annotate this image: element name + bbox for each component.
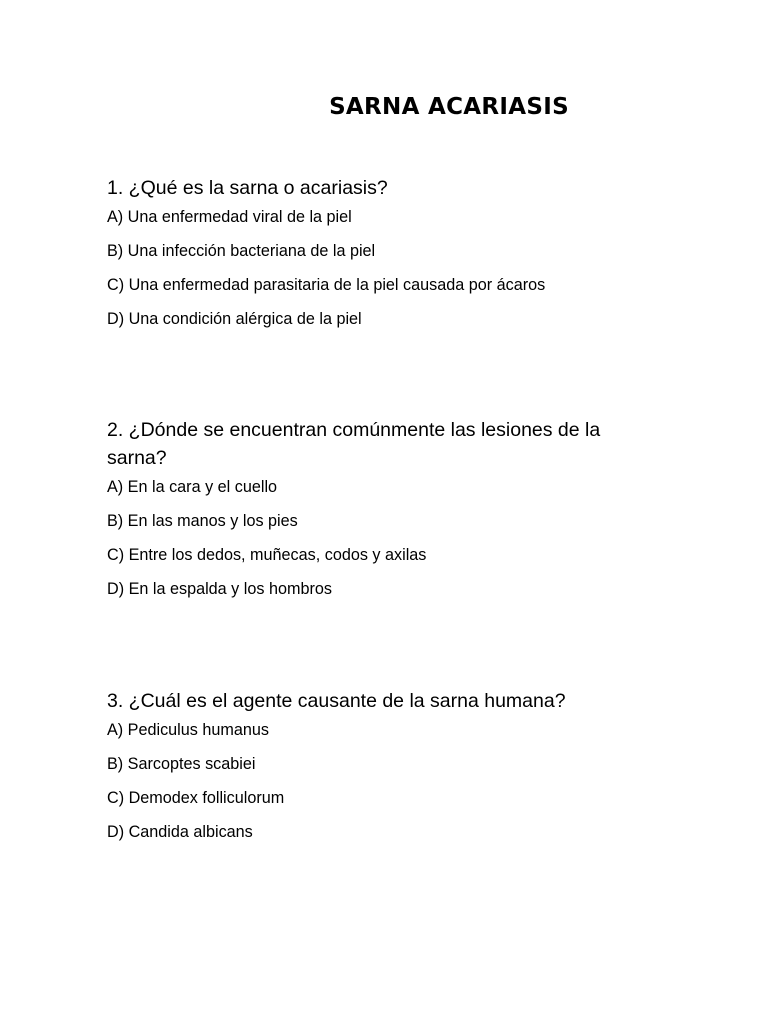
question-2-text: 2. ¿Dónde se encuentran comúnmente las lesiones de la sarna? [107, 419, 601, 469]
question-1-option-c: C) Una enfermedad parasitaria de la piel causada por ácaros [107, 276, 546, 294]
question-3 [107, 687, 647, 856]
question-3-option-c: C) Demodex folliculorum [107, 789, 285, 807]
question-3-option-b: B) Sarcoptes scabiei [107, 755, 256, 773]
question-2 [107, 416, 647, 613]
document-title: SARNA ACARIASIS [329, 94, 569, 120]
question-1-option-a: A) Una enfermedad viral de la piel [107, 208, 352, 226]
question-2-option-a: A) En la cara y el cuello [107, 478, 278, 496]
question-1-option-d: D) Una condición alérgica de la piel [107, 310, 362, 328]
question-3-option-a: A) Pediculus humanus [107, 721, 269, 739]
question-1 [107, 174, 647, 343]
question-3-text: 3. ¿Cuál es el agente causante de la sarna humana? [107, 690, 566, 712]
question-2-option-c: C) Entre los dedos, muñecas, codos y axilas [107, 546, 427, 564]
question-1-option-b: B) Una infección bacteriana de la piel [107, 242, 376, 260]
question-2-option-b: B) En las manos y los pies [107, 512, 298, 530]
question-1-text: 1. ¿Qué es la sarna o acariasis? [107, 177, 388, 199]
question-2-option-d: D) En la espalda y los hombros [107, 580, 332, 598]
question-3-option-d: D) Candida albicans [107, 823, 253, 841]
